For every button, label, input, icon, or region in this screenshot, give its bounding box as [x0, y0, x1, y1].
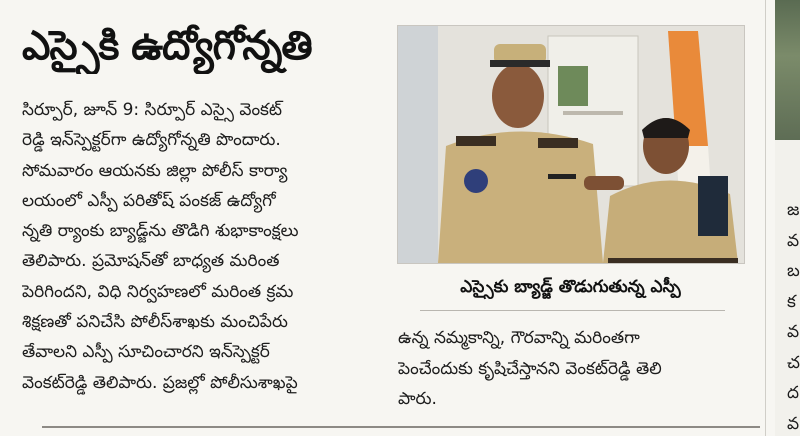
edge-glyph: వ [787, 230, 800, 251]
edge-glyph: ద [787, 383, 800, 403]
article-body-left [22, 95, 394, 398]
adjacent-article-edge [775, 0, 800, 436]
adjacent-text [787, 195, 800, 436]
body-line: ఉన్న నమ్మకాన్ని, గౌరవాన్ని మరింతగా [398, 328, 640, 348]
body-line: పెంచేందుకు కృషిచేస్తానని వెంకట్‌రెడ్డి తెలి [398, 358, 662, 379]
edge-glyph: క [787, 291, 796, 312]
edge-glyph: చ [787, 352, 800, 373]
edge-glyph: బ [787, 261, 800, 281]
body-line: రెడ్డి ఇన్‌స్పెక్టర్‌గా ఉద్యోగోన్నతి పొందారు. [22, 130, 281, 151]
news-photo [397, 25, 745, 264]
body-line: సోమవారం ఆయనకు జిల్లా పోలీస్ కార్యా [22, 160, 288, 181]
section-divider [42, 426, 760, 428]
edge-glyph: వ [787, 413, 800, 434]
body-line: తెలిపారు. ప్రమోషన్‌తో బాధ్యత మరింత [22, 251, 280, 272]
headline: ఎస్సైకి ఉద్యోగోన్నతి [22, 23, 312, 69]
body-line: న్నతి ర్యాంకు బ్యాడ్జ్‌ను తొడిగి శుభాకాంక్షలు [22, 221, 299, 242]
body-line: తేవాలని ఎస్పీ సూచించారని ఇన్‌స్పెక్టర్ [22, 342, 270, 363]
body-line: వెంకట్‌రెడ్డి తెలిపారు. ప్రజల్లో పోలీసుశాఖపై [22, 372, 298, 393]
body-line: సిర్పూర్, జూన్ 9: సిర్పూర్ ఎస్సై వెంకట్ [22, 100, 283, 120]
body-line: పెరిగిందని, విధి నిర్వహణలో మరింత క్రమ [22, 281, 294, 302]
adjacent-photo [775, 0, 800, 140]
edge-glyph: జ [787, 200, 800, 220]
article-body-right [398, 323, 743, 415]
body-line: లయంలో ఎస్పీ పరితోష్ పంకజ్ ఉద్యోగో [22, 190, 276, 211]
caption-divider [420, 310, 725, 311]
column-separator [765, 0, 766, 436]
photo-caption: ఎస్సైకు బ్యాడ్జ్ తొడుగుతున్న ఎస్పీ [460, 277, 681, 297]
edge-glyph: వ [787, 322, 800, 342]
body-line: శిక్షణతో పనిచేసి పోలీస్‌శాఖకు మంచిపేరు [22, 312, 288, 333]
body-line: పారు. [398, 389, 437, 409]
police-officers-illustration [398, 26, 744, 263]
